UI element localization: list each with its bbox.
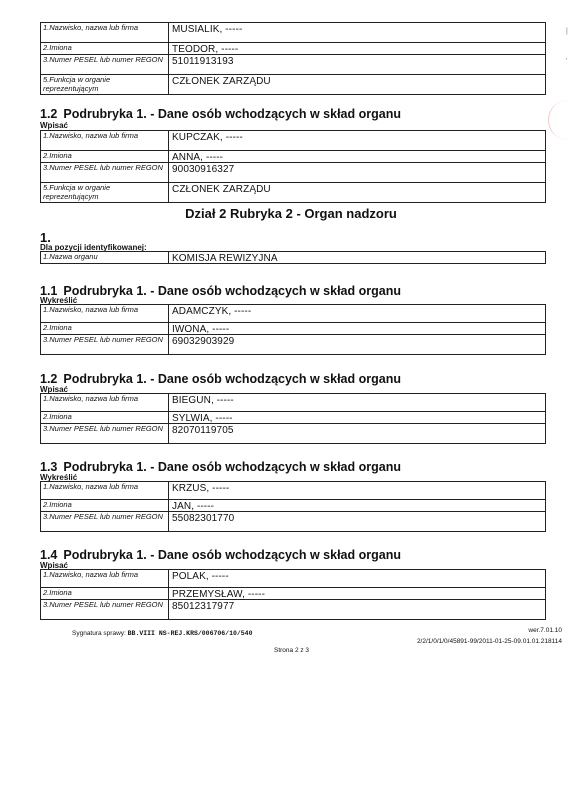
field-value: 85012317977 (172, 601, 235, 612)
field-value: CZŁONEK ZARZĄDU (172, 184, 271, 195)
field-label: 3.Numer PESEL lub numer REGON (41, 163, 169, 182)
field-value: 51011913193 (172, 56, 234, 67)
field-value: JAN, ----- (172, 501, 215, 512)
action-label: Wpisać (40, 121, 69, 130)
dzial-heading: Dział 2 Rubryka 2 - Organ nadzoru (185, 206, 397, 221)
field-value: 55082301770 (172, 513, 235, 524)
organ-number: 1. (40, 230, 51, 245)
action-label: Wpisać (40, 561, 69, 570)
field-label: 1.Nazwisko, nazwa lub firma (41, 394, 169, 411)
field-value: TEODOR, ----- (172, 44, 239, 55)
field-value: SYLWIA, ----- (172, 413, 233, 424)
stamp-fragment (548, 100, 579, 140)
field-value: CZŁONEK ZARZĄDU (172, 76, 271, 87)
field-label: 2.Imiona (41, 412, 169, 423)
document-id: 2/2/1/0/1/0/45891-99/2011-01-25-09.01.01.218114 (416, 638, 562, 645)
action-label: Wykreślić (40, 296, 78, 305)
osoba-kupczak-table (40, 130, 546, 203)
section-heading: 1.4 Podrubryka 1. - Dane osób wchodzących w skład organu (40, 548, 401, 562)
field-value: ANNA, ----- (172, 152, 224, 163)
version-label: wer.7.01.10 (528, 627, 562, 634)
osoba-biegun-table (40, 393, 546, 444)
field-value: POLAK, ----- (172, 571, 229, 582)
osoba-adamczyk-table (40, 304, 546, 355)
organ-table (40, 251, 546, 264)
field-label: 3.Numer PESEL lub numer REGON (41, 512, 169, 531)
identified-position-note: Dla pozycji identyfikowanej: (40, 243, 147, 252)
section-heading: 1.2 Podrubryka 1. - Dane osób wchodzących w skład organu (40, 107, 401, 121)
field-label: 1.Nazwisko, nazwa lub firma (41, 305, 169, 322)
field-label: 5.Funkcja w organie reprezentującym (41, 75, 169, 94)
field-label: 2.Imiona (41, 588, 169, 599)
section-heading: 1.2 Podrubryka 1. - Dane osób wchodzących w skład organu (40, 372, 401, 386)
field-label: 1.Nazwisko, nazwa lub firma (41, 482, 169, 499)
field-value: KUPCZAK, ----- (172, 132, 243, 143)
field-label: 1.Nazwisko, nazwa lub firma (41, 570, 169, 587)
osoba-krzus-table (40, 481, 546, 532)
field-value: BIEGUN, ----- (172, 395, 234, 406)
field-label: 3.Numer PESEL lub numer REGON (41, 335, 169, 354)
action-label: Wpisać (40, 385, 69, 394)
field-value: KOMISJA REWIZYJNA (172, 253, 278, 264)
field-value: IWONA, ----- (172, 324, 230, 335)
field-value: 69032903929 (172, 336, 235, 347)
field-label: 1.Nazwisko, nazwa lub firma (41, 23, 169, 42)
field-label: 2.Imiona (41, 151, 169, 162)
field-label: 1.Nazwa organu (41, 252, 169, 263)
osoba-musialik-table (40, 22, 546, 95)
field-label: 3.Numer PESEL lub numer REGON (41, 600, 169, 619)
field-value: 90030916327 (172, 164, 235, 175)
scan-mark: | (566, 28, 568, 35)
scan-mark: ' (566, 58, 568, 65)
field-label: 2.Imiona (41, 500, 169, 511)
action-label: Wykreślić (40, 473, 78, 482)
osoba-polak-table (40, 569, 546, 620)
page-number: Strona 2 z 3 (274, 647, 310, 654)
field-label: 1.Nazwisko, nazwa lub firma (41, 131, 169, 150)
field-value: PRZEMYSŁAW, ----- (172, 589, 265, 600)
field-value: ADAMCZYK, ----- (172, 306, 252, 317)
field-label: 3.Numer PESEL lub numer REGON (41, 424, 169, 443)
field-label: 5.Funkcja w organie reprezentującym (41, 183, 169, 202)
section-heading: 1.3 Podrubryka 1. - Dane osób wchodzących w skład organu (40, 460, 401, 474)
field-label: 2.Imiona (41, 43, 169, 54)
section-heading: 1.1 Podrubryka 1. - Dane osób wchodzących w skład organu (40, 284, 401, 298)
field-label: 3.Numer PESEL lub numer REGON (41, 55, 169, 74)
field-value: 82070119705 (172, 425, 234, 436)
field-label: 2.Imiona (41, 323, 169, 334)
field-value: KRZUS, ----- (172, 483, 230, 494)
case-signature: Sygnatura sprawy: BB.VIII NS-REJ.KRS/006706/10/540 (72, 630, 253, 637)
field-value: MUSIALIK, ----- (172, 24, 243, 35)
